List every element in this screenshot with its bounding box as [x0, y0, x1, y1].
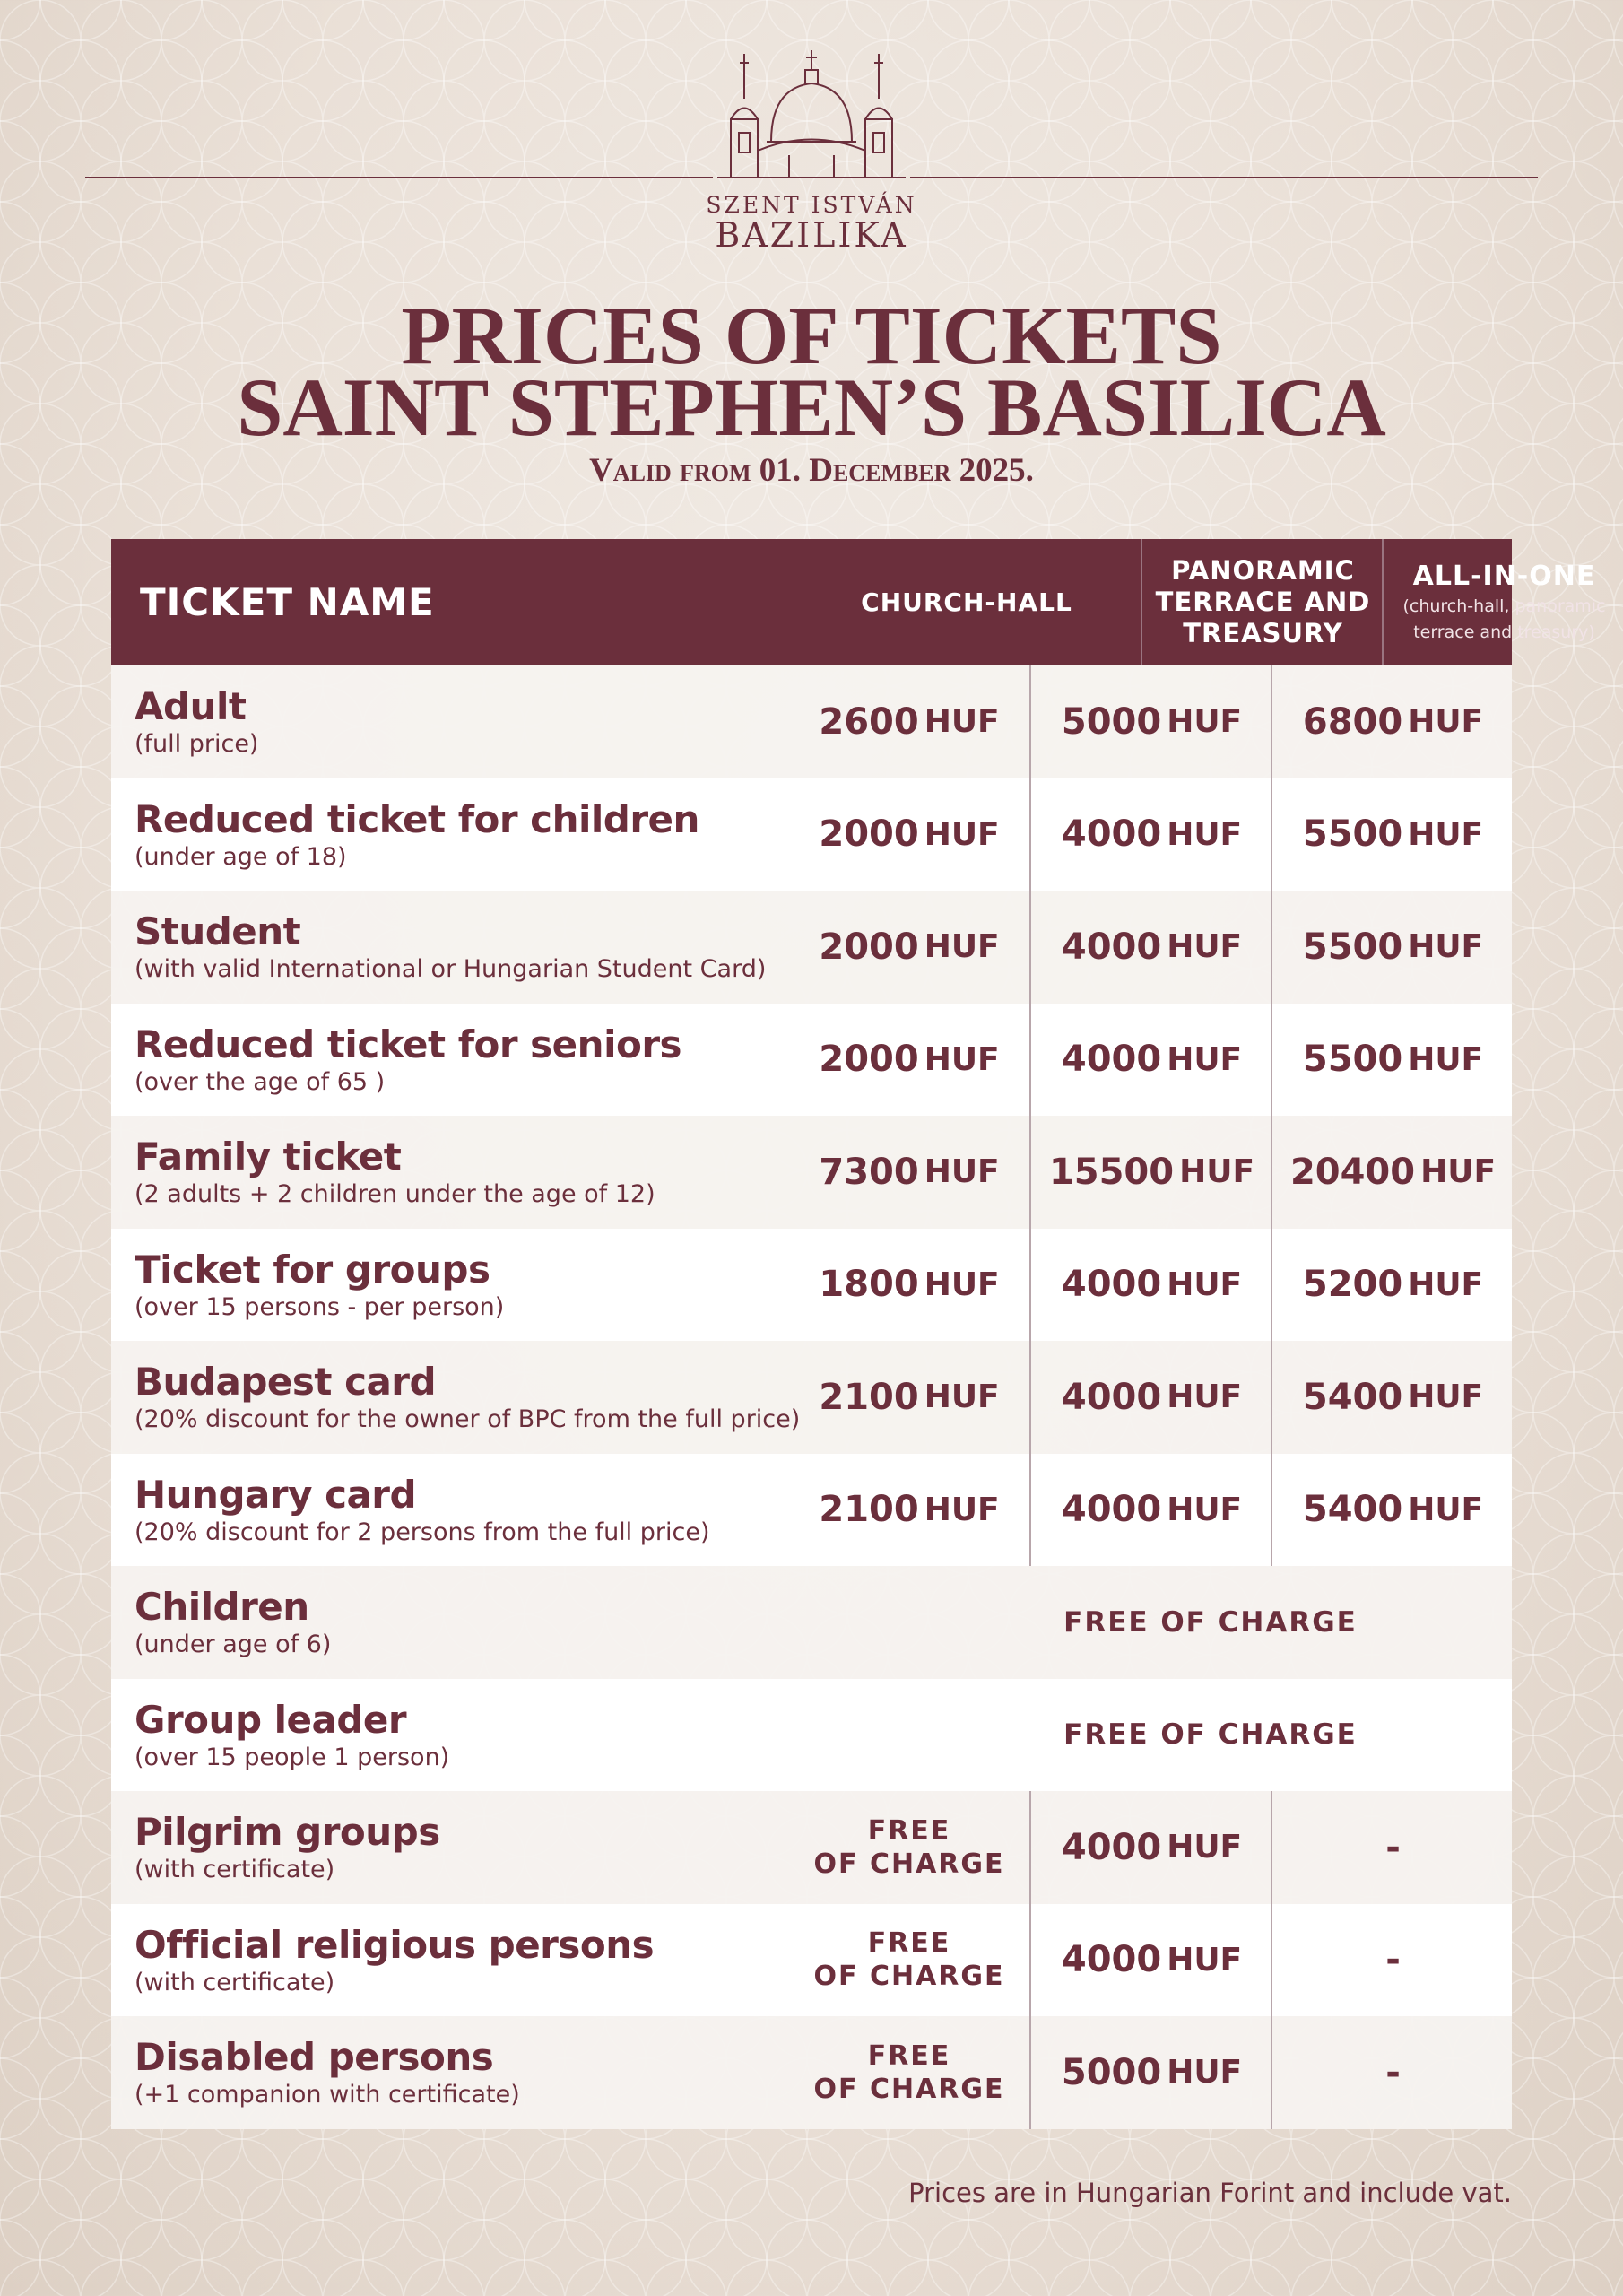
panoramic-price: 4000: [1061, 1039, 1162, 1081]
column-header-all-in-one-sub1: (church-hall, panoramic: [1402, 596, 1606, 616]
free-line2: OF CHARGE: [813, 1961, 1005, 1993]
ticket-note: (with certificate): [135, 1856, 335, 1883]
currency-label: HUF: [1420, 1153, 1497, 1191]
currency-label: HUF: [1167, 1491, 1243, 1528]
table-row: [111, 1229, 1512, 1342]
all-in-one-price: 20400: [1289, 1151, 1416, 1193]
currency-label: HUF: [1167, 2054, 1243, 2092]
ticket-note: (2 adults + 2 children under the age of 12): [135, 1180, 655, 1208]
ticket-note: (under age of 6): [135, 1631, 332, 1658]
ticket-name: Ticket for groups: [135, 1247, 490, 1292]
ticket-note: (over 15 people 1 person): [135, 1743, 450, 1771]
column-header-panoramic: [1141, 539, 1384, 665]
free-line2: OF CHARGE: [813, 1848, 1005, 1880]
church-hall-free: [814, 2039, 1005, 2106]
currency-label: HUF: [924, 1378, 1000, 1416]
all-in-one-price: 6800: [1302, 700, 1403, 743]
panoramic-price: 4000: [1061, 1939, 1162, 1981]
church-hall-free: [814, 1926, 1005, 1993]
ticket-note: (20% discount for the owner of BPC from the full price): [135, 1405, 801, 1433]
column-header-church-hall: [793, 539, 1141, 665]
ticket-note: (full price): [135, 730, 259, 758]
table-row: [111, 1904, 1512, 2017]
ticket-name: Official religious persons: [135, 1922, 655, 1967]
all-in-one-unavailable: -: [1385, 1939, 1401, 1981]
table-row: [111, 1004, 1512, 1117]
column-header-all-in-one-label: ALL-IN-ONE: [1412, 561, 1596, 592]
ticket-note: (under age of 18): [135, 842, 347, 871]
free-of-charge-label: FREE OF CHARGE: [1063, 1718, 1358, 1752]
price-table: [111, 539, 1606, 2129]
ticket-name: Disabled persons: [135, 2035, 494, 2079]
currency-label: HUF: [924, 928, 1000, 966]
ticket-name: Family ticket: [135, 1135, 402, 1178]
currency-label: HUF: [1167, 1378, 1243, 1416]
table-header: [111, 539, 1606, 665]
column-header-all-in-one: [1382, 539, 1623, 665]
table-row: [111, 1341, 1512, 1454]
ticket-note: (+1 companion with certificate): [135, 2081, 520, 2109]
table-row: [111, 778, 1512, 891]
brand-subtitle: SZENT ISTVÁN: [706, 192, 917, 218]
currency-label: HUF: [1167, 1941, 1243, 1979]
column-header-ticket-name: TICKET NAME: [140, 580, 435, 624]
church-hall-price: 2000: [819, 926, 919, 968]
table-row: [111, 1566, 1512, 1679]
church-hall-price: 2000: [819, 1039, 919, 1081]
table-row: [111, 891, 1512, 1004]
column-header-panoramic-line1: PANORAMIC: [1171, 555, 1355, 586]
panoramic-price: 5000: [1061, 2051, 1162, 2093]
all-in-one-price: 5500: [1302, 813, 1403, 856]
ticket-name: Group leader: [135, 1697, 407, 1742]
free-line1: FREE: [867, 1814, 951, 1847]
currency-label: HUF: [924, 1491, 1000, 1528]
panoramic-price: 4000: [1061, 1376, 1162, 1418]
ticket-name: Pilgrim groups: [135, 1810, 440, 1854]
currency-label: HUF: [1167, 928, 1243, 966]
panoramic-price: 4000: [1061, 1489, 1162, 1531]
panoramic-price: 5000: [1061, 700, 1162, 743]
currency-label: HUF: [924, 703, 1000, 741]
church-hall-price: 2000: [819, 813, 919, 856]
panoramic-price: 15500: [1048, 1151, 1175, 1193]
ticket-name: Reduced ticket for seniors: [135, 1022, 682, 1066]
ticket-note: (over the age of 65 ): [135, 1067, 386, 1096]
currency-label: HUF: [1167, 815, 1243, 853]
free-line1: FREE: [867, 2039, 951, 2072]
church-hall-price: 2600: [819, 700, 919, 743]
column-header-panoramic-line3: TREASURY: [1183, 618, 1343, 648]
table-row: [111, 1791, 1512, 1904]
all-in-one-price: 5500: [1302, 926, 1403, 968]
column-header-all-in-one-sub2: terrace and treasury): [1413, 622, 1595, 642]
currency-label: HUF: [1167, 1265, 1243, 1303]
table-row: [111, 2016, 1512, 2129]
ticket-name: Reduced ticket for children: [135, 796, 699, 841]
currency-label: HUF: [1408, 928, 1484, 966]
currency-label: HUF: [1179, 1153, 1255, 1191]
free-line2: OF CHARGE: [813, 2073, 1005, 2105]
all-in-one-unavailable: -: [1385, 2051, 1401, 2093]
ticket-name: Budapest card: [135, 1360, 437, 1404]
all-in-one-price: 5200: [1302, 1264, 1403, 1306]
table-row: [111, 1679, 1512, 1792]
all-in-one-price: 5500: [1302, 1039, 1403, 1081]
panoramic-price: 4000: [1061, 926, 1162, 968]
currency-label: HUF: [1408, 1378, 1484, 1416]
currency-label: HUF: [924, 1265, 1000, 1303]
ticket-name: Student: [135, 909, 301, 953]
currency-label: HUF: [924, 815, 1000, 853]
currency-label: HUF: [1167, 703, 1243, 741]
church-hall-price: 7300: [819, 1151, 919, 1193]
all-in-one-price: 5400: [1302, 1489, 1403, 1531]
all-in-one-price: 5400: [1302, 1376, 1403, 1418]
currency-label: HUF: [1408, 1040, 1484, 1078]
panoramic-price: 4000: [1061, 1826, 1162, 1868]
ticket-note: (with valid International or Hungarian Student Card): [135, 955, 767, 983]
church-hall-free: [814, 1814, 1005, 1881]
ticket-name: Hungary card: [135, 1472, 417, 1517]
church-hall-price: 1800: [819, 1264, 919, 1306]
footnote: Prices are in Hungarian Forint and include vat.: [908, 2178, 1512, 2208]
table-row: [111, 1454, 1512, 1567]
currency-label: HUF: [1408, 815, 1484, 853]
currency-label: HUF: [1408, 1265, 1484, 1303]
free-line1: FREE: [867, 1927, 951, 1960]
page-title-line1: PRICES OF TICKETS: [401, 290, 1222, 381]
ticket-note: (20% discount for 2 persons from the full price): [135, 1518, 710, 1546]
church-hall-price: 2100: [819, 1376, 919, 1418]
ticket-name: Adult: [135, 684, 247, 728]
ticket-name: Children: [135, 1585, 309, 1629]
all-in-one-unavailable: -: [1385, 1826, 1401, 1868]
currency-label: HUF: [1167, 1040, 1243, 1078]
currency-label: HUF: [924, 1040, 1000, 1078]
table-row: [111, 665, 1512, 778]
currency-label: HUF: [1408, 703, 1484, 741]
currency-label: HUF: [1167, 1829, 1243, 1866]
page-title-line2: SAINT STEPHEN’S BASILICA: [237, 361, 1386, 453]
panoramic-price: 4000: [1061, 813, 1162, 856]
ticket-note: (with certificate): [135, 1968, 335, 1996]
free-of-charge-label: FREE OF CHARGE: [1063, 1605, 1358, 1639]
ticket-note: (over 15 persons - per person): [135, 1292, 505, 1321]
panoramic-price: 4000: [1061, 1264, 1162, 1306]
currency-label: HUF: [924, 1153, 1000, 1191]
brand-name: BAZILIKA: [715, 215, 908, 255]
table-row: [111, 1116, 1512, 1229]
column-header-church-hall-label: CHURCH-HALL: [861, 587, 1072, 617]
column-header-panoramic-line2: TERRACE AND: [1155, 587, 1371, 617]
valid-from-text: Valid from 01. December 2025.: [589, 452, 1034, 489]
church-hall-price: 2100: [819, 1489, 919, 1531]
currency-label: HUF: [1408, 1491, 1484, 1528]
